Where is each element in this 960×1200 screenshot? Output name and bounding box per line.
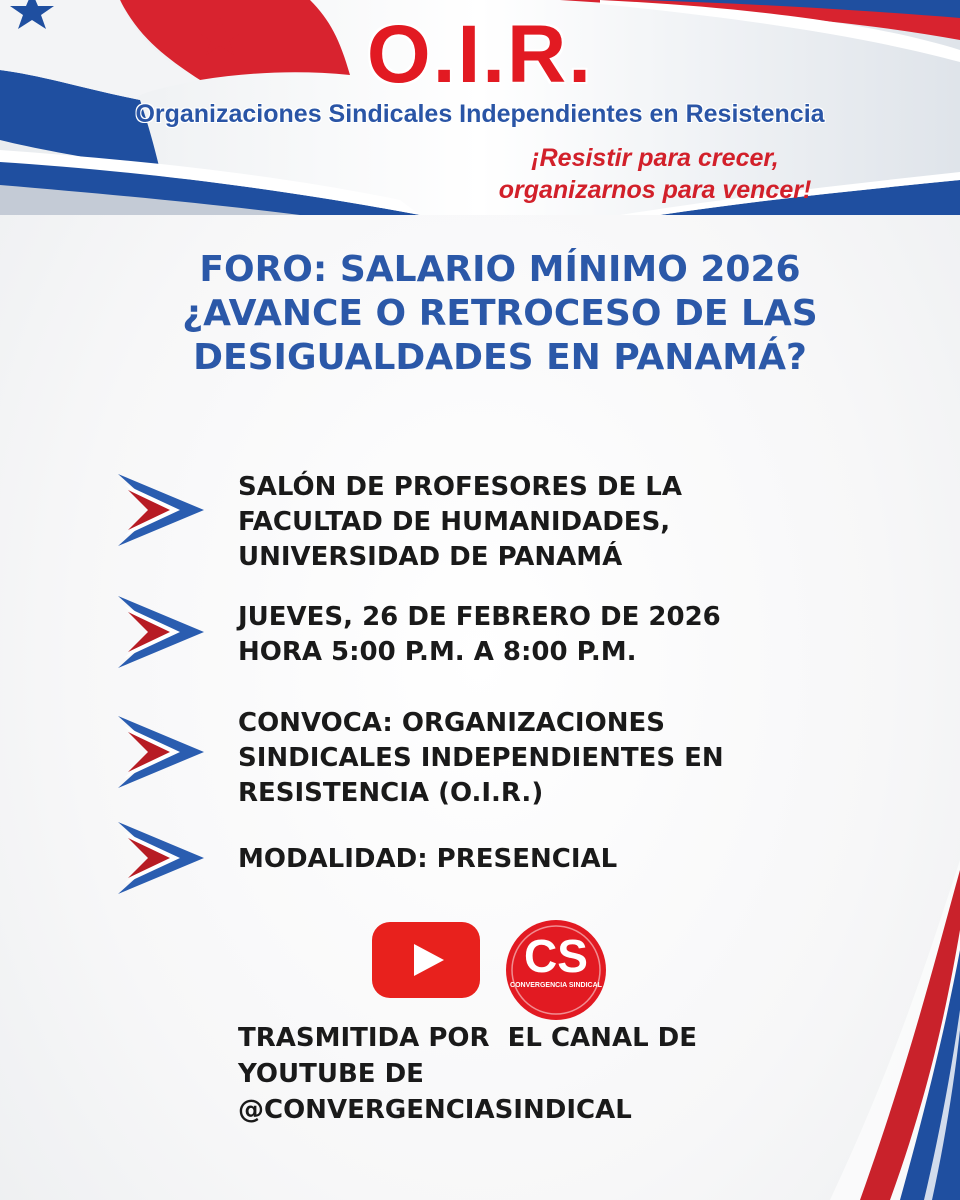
convergencia-sindical-logo [506,920,606,1020]
detail-line: HORA 5:00 P.M. A 8:00 P.M. [238,637,637,667]
broadcast-info [238,1020,838,1128]
location-text [238,470,928,575]
detail-line: CONVOCA: ORGANIZACIONES [238,708,665,738]
broadcast-line-3: @CONVERGENCIASINDICAL [238,1095,632,1125]
cs-logo-text: CONVERGENCIA SINDICAL [510,982,602,989]
title-line-3: DESIGUALDADES EN PANAMÁ? [193,337,807,378]
youtube-play-icon [372,922,480,998]
title-line-1: FORO: SALARIO MÍNIMO 2026 [199,249,801,290]
detail-line: MODALIDAD: PRESENCIAL [238,844,618,874]
chevron-arrow-icon [118,716,204,788]
org-full-name: Organizaciones Sindicales Independientes en Resistencia [135,100,825,128]
slogan-line-2: organizarnos para vencer! [498,176,812,204]
detail-line: JUEVES, 26 DE FEBRERO DE 2026 [238,602,721,632]
header-banner [0,0,960,215]
cs-logo-letters: CS [524,930,588,982]
detail-line: FACULTAD DE HUMANIDADES, [238,507,671,537]
chevron-arrow-icon [118,596,204,668]
broadcast-line-2: YOUTUBE DE [238,1059,424,1089]
chevron-arrow-icon [118,474,204,546]
slogan [455,142,855,206]
slogan-line-1: ¡Resistir para crecer, [531,144,779,172]
org-acronym: O.I.R. [366,9,594,100]
forum-title [120,248,880,380]
date-text [238,600,928,670]
title-line-2: ¿AVANCE O RETROCESO DE LAS [182,293,818,334]
chevron-arrow-icon [118,822,204,894]
convener-text [238,706,928,811]
detail-line: RESISTENCIA (O.I.R.) [238,778,544,808]
detail-line: SALÓN DE PROFESORES DE LA [238,472,682,502]
detail-line: UNIVERSIDAD DE PANAMÁ [238,542,623,572]
flag-swoosh-decoration [820,860,960,1200]
detail-line: SINDICALES INDEPENDIENTES EN [238,743,724,773]
broadcast-line-1: TRASMITIDA POR EL CANAL DE [238,1023,698,1053]
